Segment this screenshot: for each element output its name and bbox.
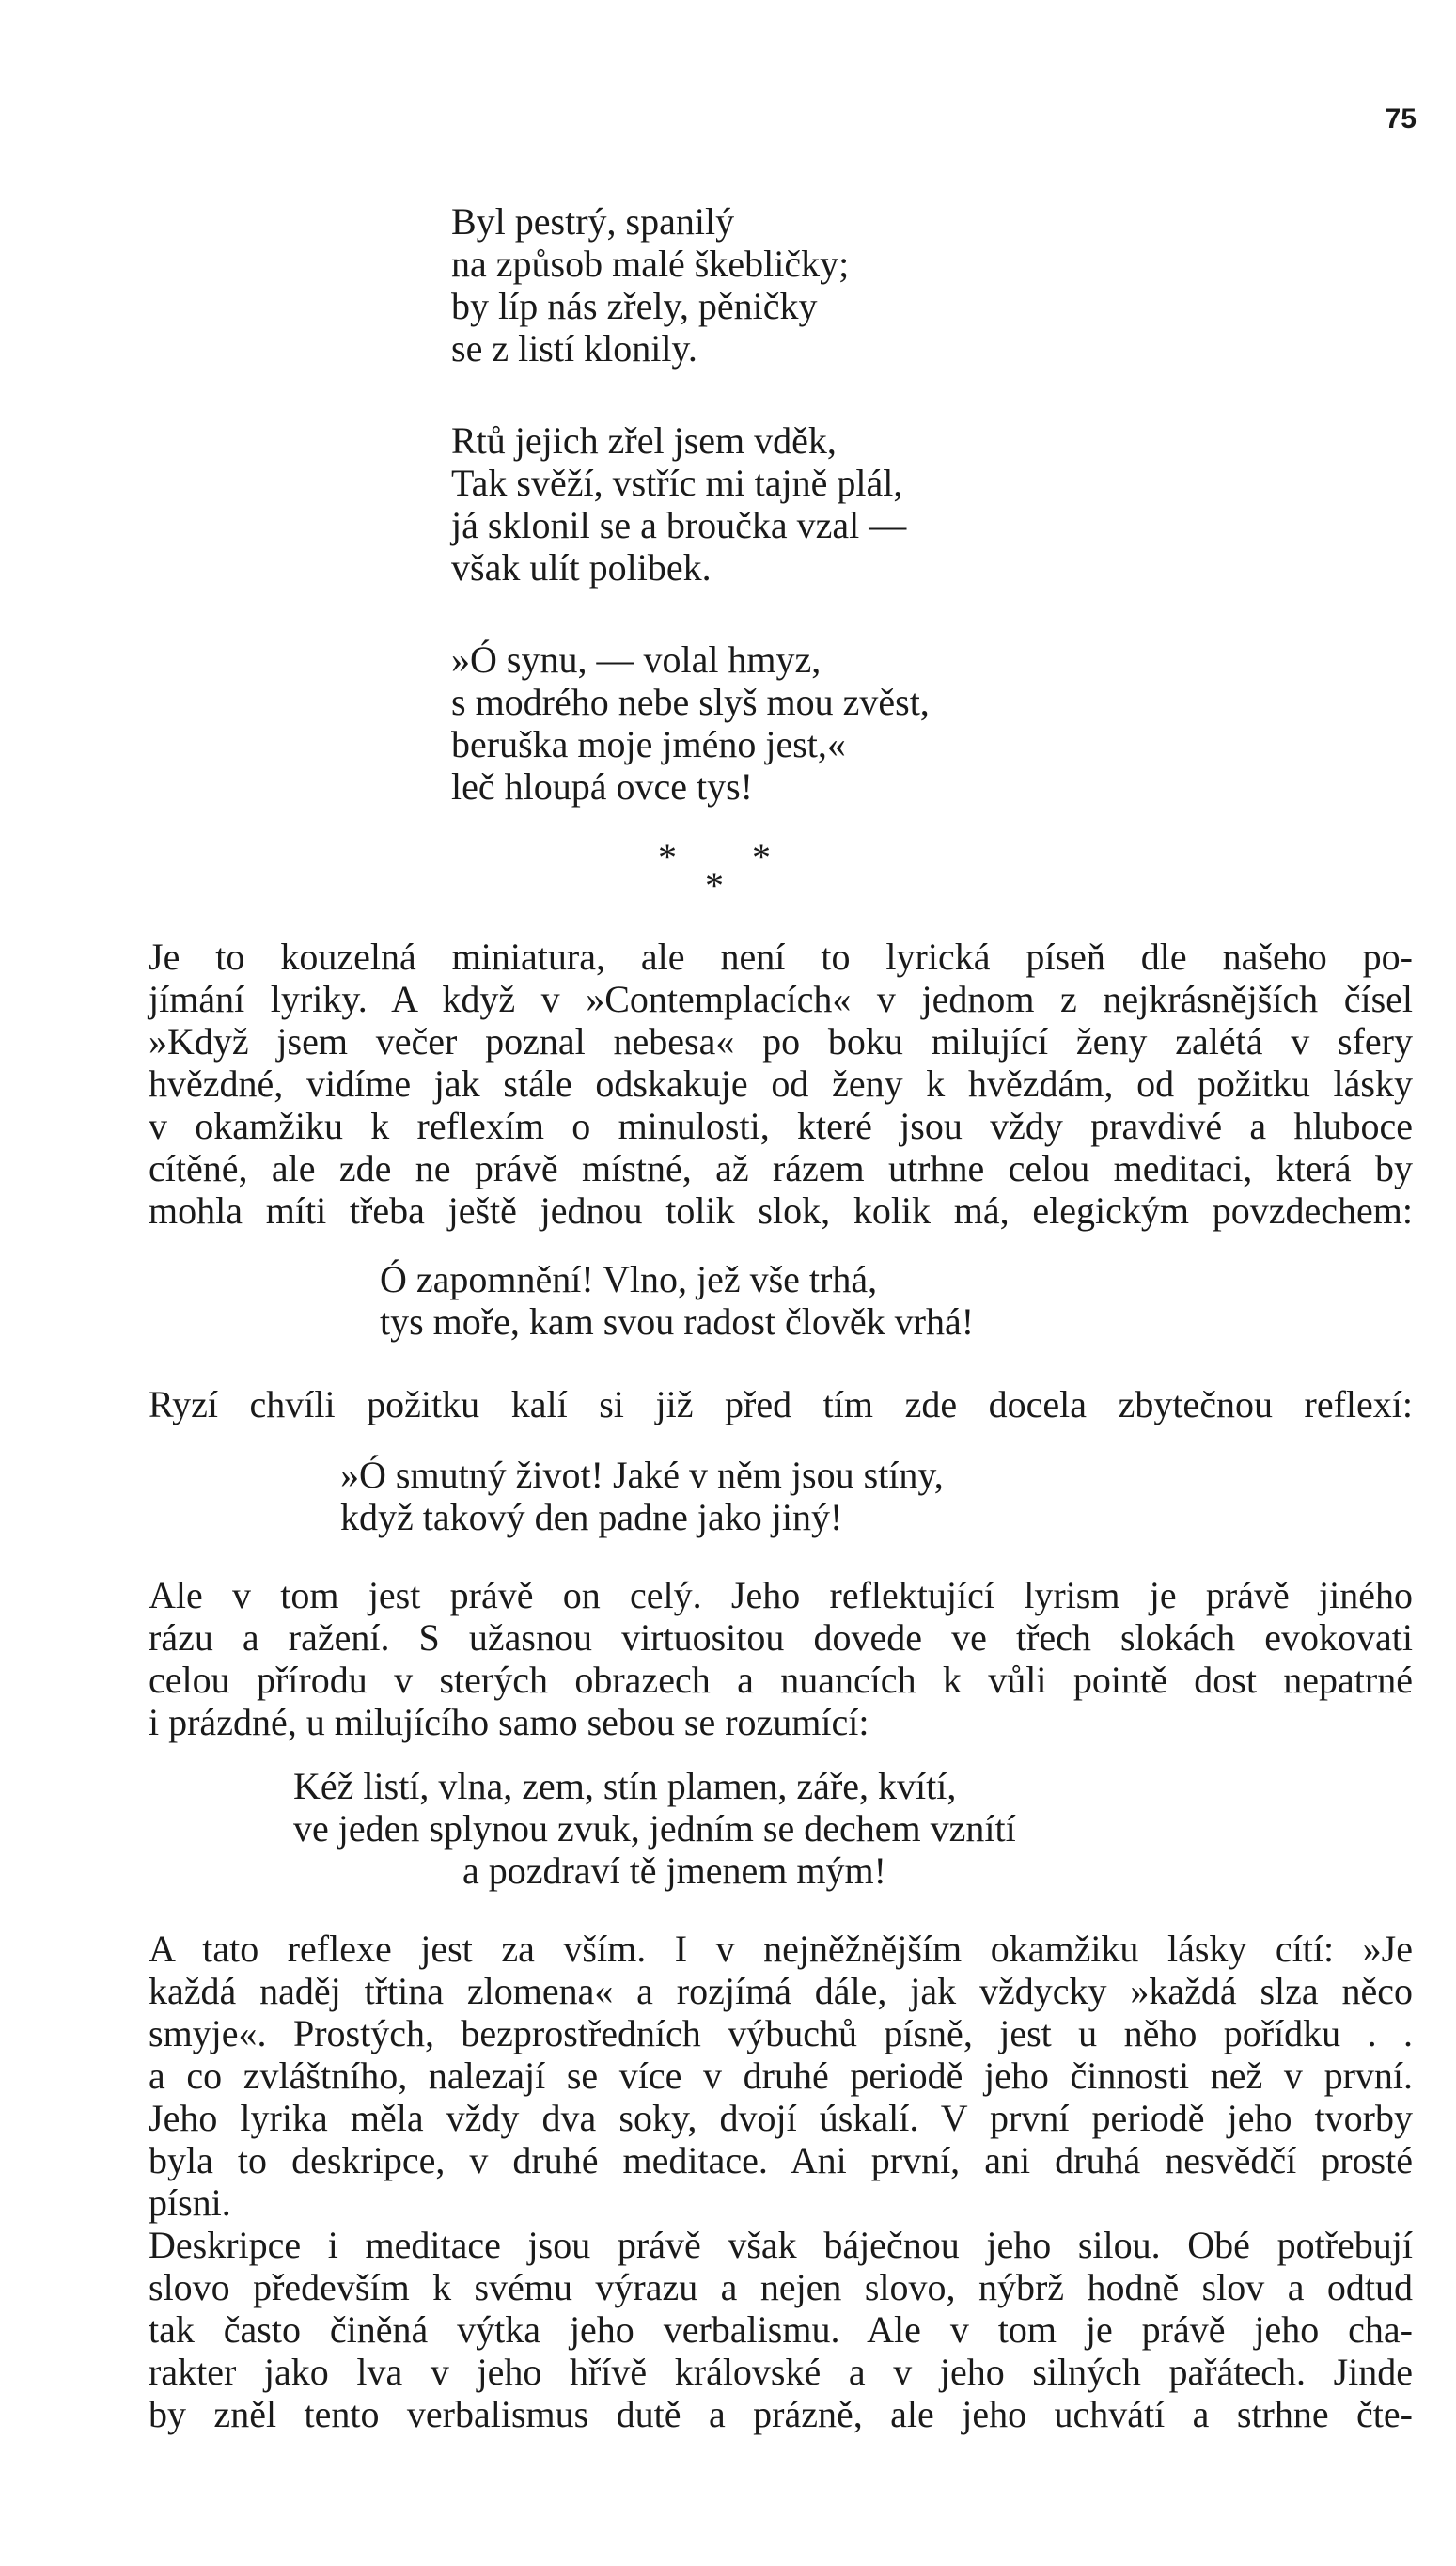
quote-line: ve jeden splynou zvuk, jedním se dechem vznítí (293, 1807, 1016, 1850)
poem-stanza-1 (451, 200, 1297, 370)
paragraph-5 (149, 2224, 1413, 2435)
text-line: Ale v tom jest právě on celý. Jeho reflektující lyrism je právě jiného (149, 1574, 1413, 1616)
poem-line: na způsob malé škebličky; (451, 243, 850, 285)
text-line: Je to kouzelná miniatura, ale není to lyrická píseň dle našeho po- (149, 936, 1413, 978)
text-line: rázu a ražení. S užasnou virtuositou dovede ve třech slokách evokovati (149, 1616, 1413, 1659)
text-line: slovo především k svému výrazu a nejen slovo, nýbrž hodně slov a odtud (149, 2266, 1413, 2308)
poem-stanza-3 (451, 638, 1297, 808)
asterisk: * (752, 836, 771, 878)
text-line: hvězdné, vidíme jak stále odskakuje od ženy k hvězdám, od požitku lásky (149, 1063, 1413, 1105)
text-line: a co zvláštního, nalezají se více v druhé periodě jeho činnosti než v první. (149, 2054, 1413, 2097)
text-line: by zněl tento verbalismus dutě a prázně, ale jeho uchvátí a strhne čte- (149, 2393, 1413, 2435)
paragraph-1 (149, 936, 1413, 1232)
poem-line: Rtů jejich zřel jsem vděk, (451, 419, 837, 462)
quote-1 (380, 1258, 974, 1343)
poem-line: beruška moje jméno jest,« (451, 723, 846, 765)
poem-line: se z listí klonily. (451, 327, 697, 370)
quote-line: »Ó smutný život! Jaké v něm jsou stíny, (340, 1454, 944, 1496)
poem-line: »Ó synu, — volal hmyz, (451, 638, 822, 681)
text-line: cítěné, ale zde ne právě místné, až rázem utrhne celou meditaci, která by (149, 1147, 1413, 1189)
text-line: každá naděj třtina zlomena« a rozjímá dále, jak vždycky »každá slza něco (149, 1970, 1413, 2012)
paragraph-2 (149, 1383, 1413, 1425)
poem-line: leč hloupá ovce tys! (451, 765, 753, 808)
asterisk: * (658, 836, 677, 878)
quote-line: Kéž listí, vlna, zem, stín plamen, záře, kvítí, (293, 1765, 957, 1807)
asterism-divider (658, 835, 846, 910)
text-line: mohla míti třeba ještě jednou tolik slok, kolik má, elegickým povzdechem: (149, 1189, 1413, 1232)
poem-line: Byl pestrý, spanilý (451, 200, 735, 243)
text-line: A tato reflexe jest za vším. I v nejněžnějším okamžiku lásky cítí: »Je (149, 1928, 1413, 1970)
text-line: rakter jako lva v jeho hřívě královské a v jeho silných pařátech. Jinde (149, 2351, 1413, 2393)
text-line: celou přírodu v sterých obrazech a nuancích k vůli pointě dost nepatrné (149, 1659, 1413, 1701)
text-line: jímání lyriky. A když v »Contemplacích« v jednom z nejkrásnějších čísel (149, 978, 1413, 1020)
quote-2 (340, 1454, 944, 1538)
poem-stanza-2 (451, 419, 1297, 589)
text-line: Ryzí chvíli požitku kalí si již před tím zde docela zbytečnou reflexí: (149, 1383, 1413, 1425)
text-line: smyje«. Prostých, bezprostředních výbuchů písně, jest u něho pořídku . . (149, 2012, 1413, 2054)
poem-line: by líp nás zřely, pěničky (451, 285, 818, 327)
text-line: Deskripce i meditace jsou právě však báječnou jeho silou. Obé potřebují (149, 2224, 1413, 2266)
text-line: i prázdné, u milujícího samo sebou se rozumící: (149, 1701, 869, 1743)
text-line: byla to deskripce, v druhé meditace. Ani první, ani druhá nesvědčí prosté (149, 2139, 1413, 2181)
poem-line: však ulít polibek. (451, 546, 712, 589)
asterisk: * (705, 864, 724, 906)
paragraph-3 (149, 1574, 1413, 1743)
text-line: »Když jsem večer poznal nebesa« po boku milující ženy zalétá v sfery (149, 1020, 1413, 1063)
text-line: v okamžiku k reflexím o minulosti, které jsou vždy pravdivé a hluboce (149, 1105, 1413, 1147)
page-number: 75 (1385, 103, 1417, 134)
text-line: tak často činěná výtka jeho verbalismu. Ale v tom je právě jeho cha- (149, 2308, 1413, 2351)
quote-line: Ó zapomnění! Vlno, jež vše trhá, (380, 1258, 878, 1300)
paragraph-4 (149, 1928, 1413, 2224)
quote-line: a pozdraví tě jmenem mým! (462, 1850, 886, 1892)
quote-3 (293, 1765, 1016, 1892)
quote-line: když takový den padne jako jiný! (340, 1496, 843, 1538)
text-line: Jeho lyrika měla vždy dva soky, dvojí úskalí. V první periodě jeho tvorby (149, 2097, 1413, 2139)
text-line: písni. (149, 2181, 231, 2224)
poem-line: Tak svěží, vstříc mi tajně plál, (451, 462, 903, 504)
poem-line: já sklonil se a broučka vzal — (451, 504, 907, 546)
quote-line: tys moře, kam svou radost člověk vrhá! (380, 1300, 975, 1343)
poem-line: s modrého nebe slyš mou zvěst, (451, 681, 930, 723)
